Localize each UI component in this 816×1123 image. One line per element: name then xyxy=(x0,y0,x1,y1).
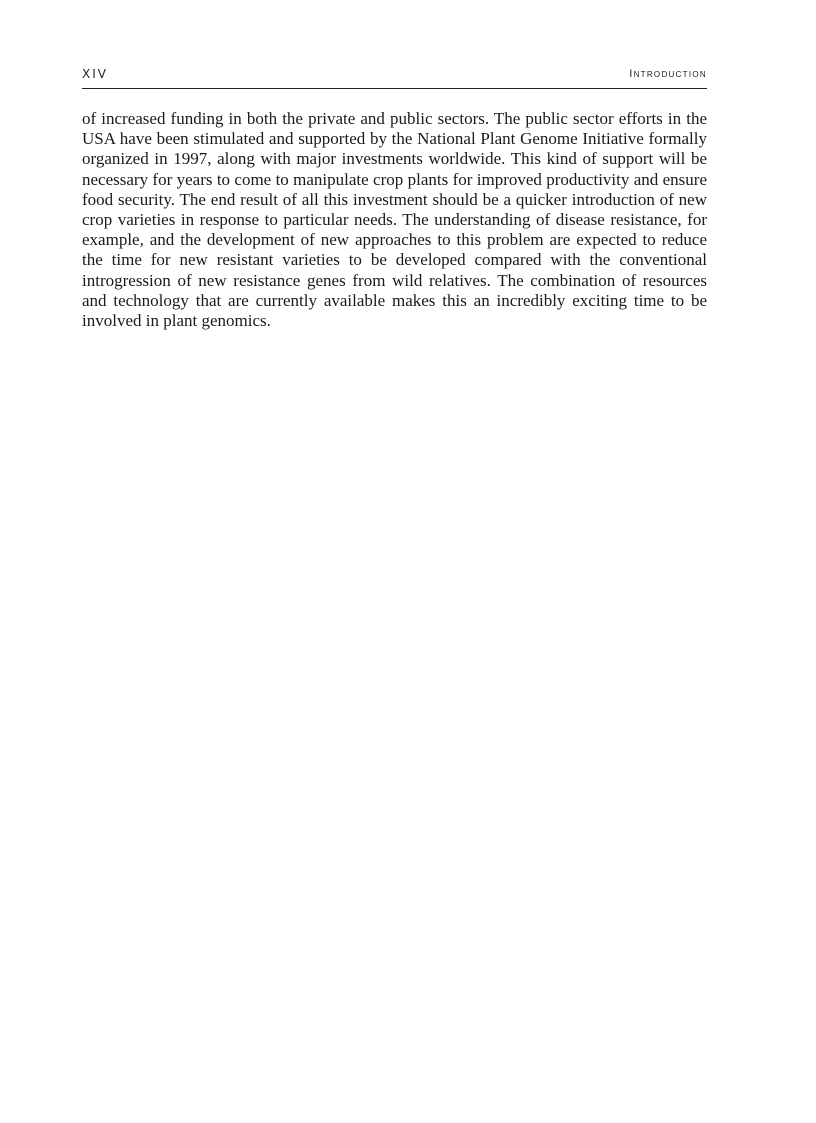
chapter-title: Introduction xyxy=(629,68,707,80)
running-header xyxy=(82,62,707,89)
page-number: XIV xyxy=(82,67,108,81)
body-paragraph: of increased funding in both the private and public sectors. The public sector efforts in the USA have been stimulated and supported by the National Plant Genome Initiative formally organized in 1997, along with major investments worldwide. This kind of support will be necessary for years to come to manipulate crop plants for improved productivity and ensure food security. The end result of all this investment should be a quicker introduction of new crop varieties in response to particular needs. The understanding of disease resistance, for example, and the development of new approaches to this problem are expected to reduce the time for new resistant varieties to be developed compared with the conventional introgression of new resistance genes from wild relatives. The combination of resources and technology that are currently available makes this an incredibly exciting time to be involved in plant genomics. xyxy=(82,109,707,331)
document-page xyxy=(82,62,707,331)
